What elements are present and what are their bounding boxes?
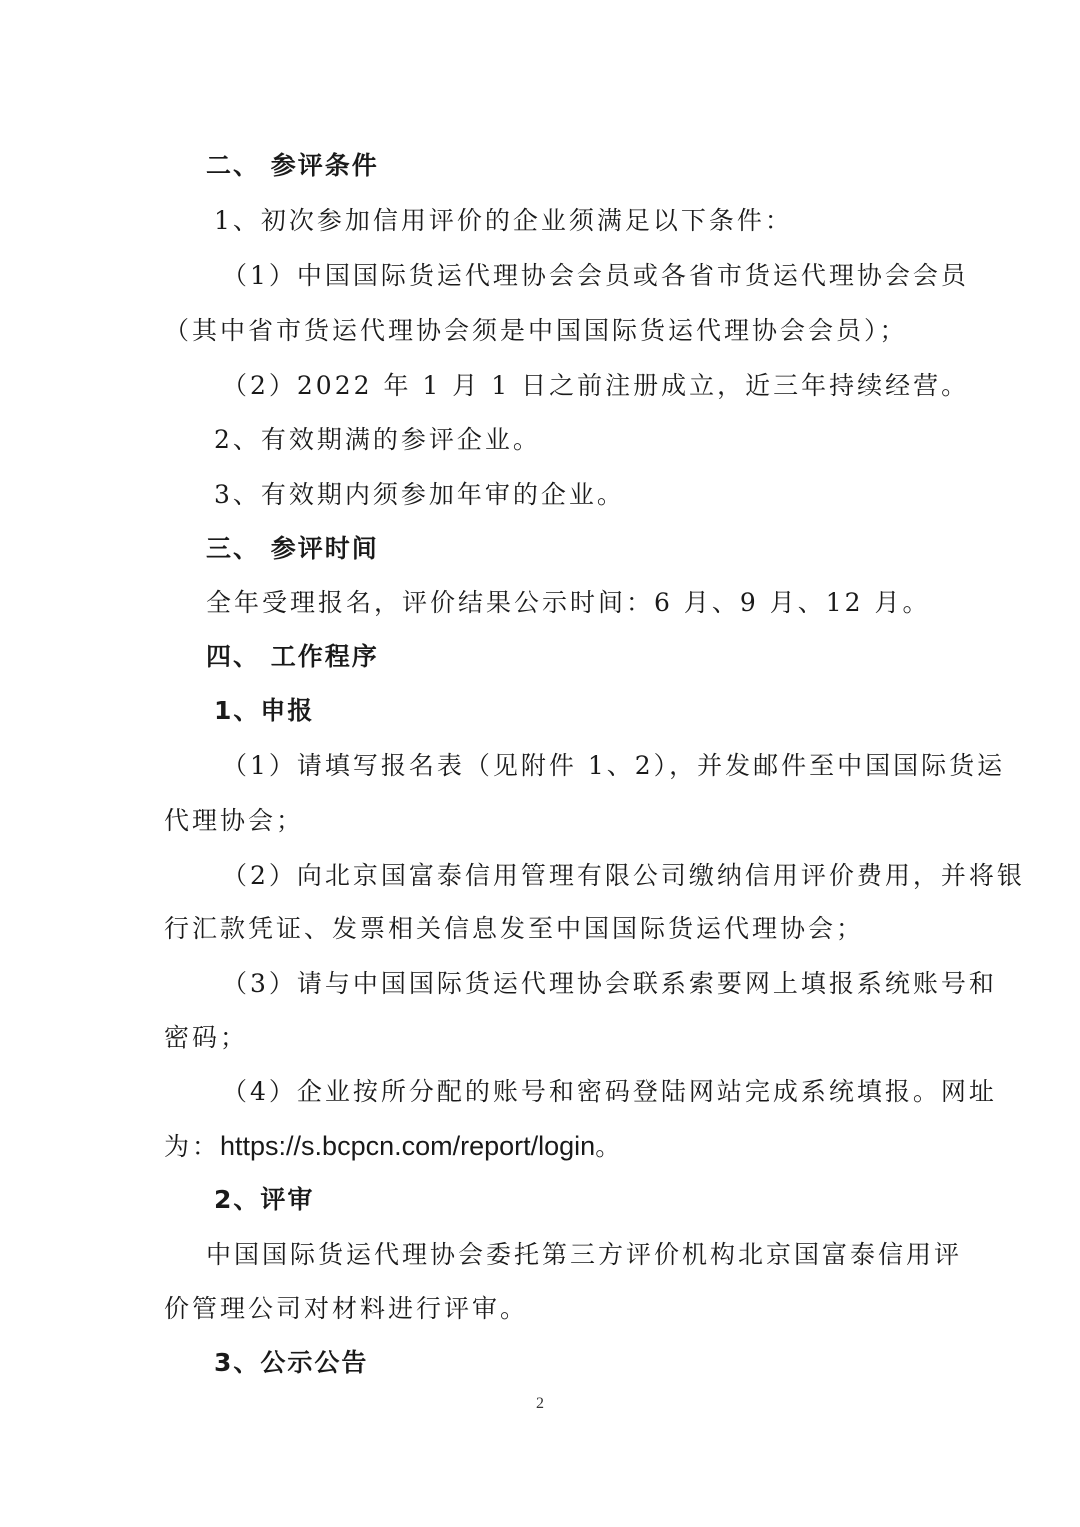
url-prefix: 为： xyxy=(164,1132,221,1161)
url-line xyxy=(164,1130,623,1163)
paragraph: 行汇款凭证、发票相关信息发至中国国际货运代理协会； xyxy=(164,914,865,943)
paragraph: 2、有效期满的参评企业。 xyxy=(214,425,541,454)
paragraph: （2）向北京国富泰信用管理有限公司缴纳信用评价费用，并将银 xyxy=(222,861,1025,890)
paragraph: （4）企业按所分配的账号和密码登陆网站完成系统填报。网址 xyxy=(222,1077,997,1106)
paragraph: （1）请填写报名表（见附件 1、2），并发邮件至中国国际货运 xyxy=(222,751,1006,780)
paragraph: 3、有效期内须参加年审的企业。 xyxy=(214,480,625,509)
paragraph: 1、初次参加信用评价的企业须满足以下条件： xyxy=(214,206,793,235)
subheading-review: 2、评审 xyxy=(214,1185,315,1214)
subheading-application: 1、申报 xyxy=(214,696,315,725)
url-suffix: 。 xyxy=(595,1132,624,1161)
paragraph: （2）2022 年 1 月 1 日之前注册成立，近三年持续经营。 xyxy=(222,371,970,400)
page-number: 2 xyxy=(536,1395,544,1412)
section-heading-eligibility: 二、 参评条件 xyxy=(206,151,379,180)
paragraph: （其中省市货运代理协会须是中国国际货运代理协会会员）； xyxy=(164,316,908,345)
paragraph: （3）请与中国国际货运代理协会联系索要网上填报系统账号和 xyxy=(222,969,997,998)
report-login-link[interactable]: https://s.bcpcn.com/report/login xyxy=(220,1131,596,1161)
paragraph: 全年受理报名，评价结果公示时间：6 月、9 月、12 月。 xyxy=(206,588,931,617)
subheading-announcement: 3、公示公告 xyxy=(214,1348,369,1377)
paragraph: （1）中国国际货运代理协会会员或各省市货运代理协会会员 xyxy=(222,261,969,290)
paragraph: 代理协会； xyxy=(164,806,305,835)
paragraph: 密码； xyxy=(164,1023,249,1052)
section-heading-procedure: 四、 工作程序 xyxy=(206,642,379,671)
paragraph: 中国国际货运代理协会委托第三方评价机构北京国富泰信用评 xyxy=(206,1240,963,1269)
section-heading-time: 三、 参评时间 xyxy=(206,534,379,563)
paragraph: 价管理公司对材料进行评审。 xyxy=(164,1294,529,1323)
